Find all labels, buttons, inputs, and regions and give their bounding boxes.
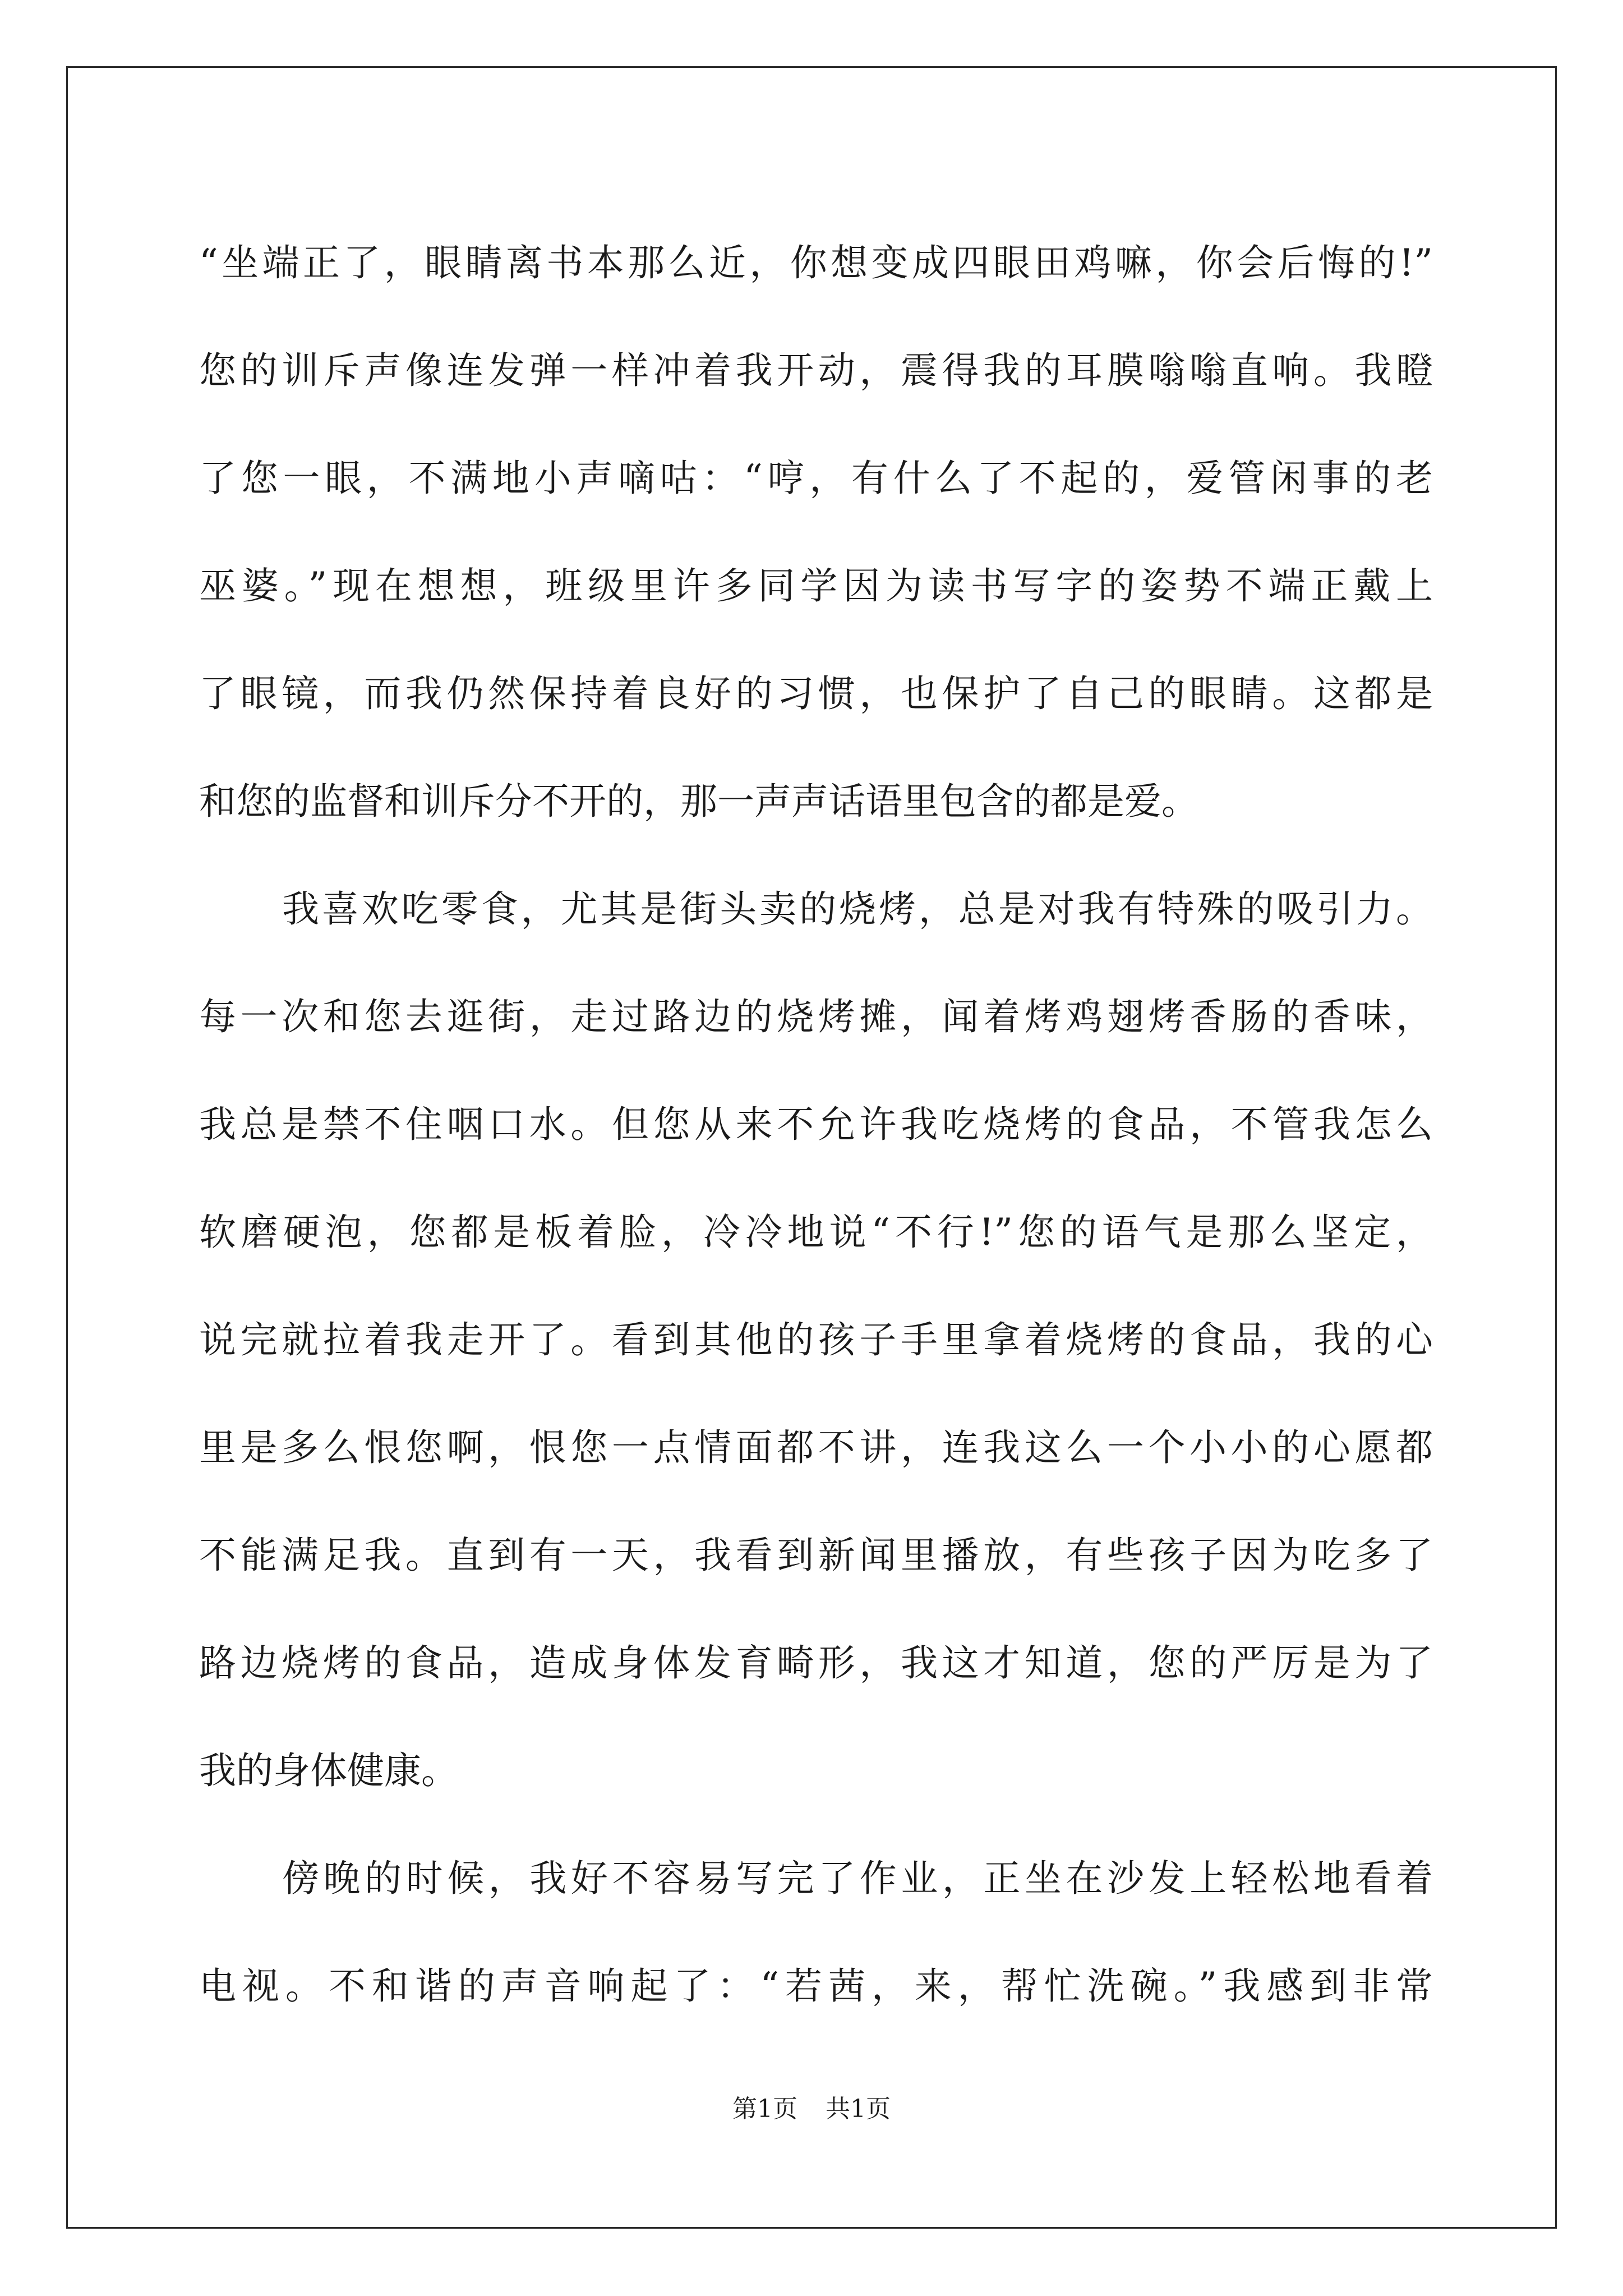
text-line: 了您一眼，不满地小声嘀咕：“哼，有什么了不起的，爱管闲事的老: [199, 457, 1433, 500]
text-line: 软磨硬泡，您都是板着脸，冷冷地说“不行!”您的语气是那么坚定，: [199, 1211, 1433, 1254]
text-line: 和您的监督和训斥分不开的，那一声声话语里包含的都是爱。: [199, 780, 1198, 823]
text-line: 我总是禁不住咽口水。但您从来不允许我吃烧烤的食品，不管我怎么: [199, 1103, 1433, 1146]
document-body: [199, 209, 1433, 2040]
text-line: 了眼镜，而我仍然保持着良好的习惯，也保护了自己的眼睛。这都是: [199, 672, 1433, 715]
text-line: “坐端正了，眼睛离书本那么近，你想变成四眼田鸡嘛，你会后悔的!”: [199, 241, 1433, 284]
page-total: 共1页: [826, 2095, 891, 2123]
text-line: 傍晚的时候，我好不容易写完了作业，正坐在沙发上轻松地看着: [282, 1857, 1433, 1900]
text-line: 电视。不和谐的声音响起了：“若茜，来，帮忙洗碗。”我感到非常: [199, 1964, 1433, 2008]
text-line: 每一次和您去逛街，走过路边的烧烤摊，闻着烤鸡翅烤香肠的香味，: [199, 995, 1433, 1038]
text-line: 里是多么恨您啊，恨您一点情面都不讲，连我这么一个小小的心愿都: [199, 1426, 1433, 1469]
text-line: 不能满足我。直到有一天，我看到新闻里播放，有些孩子因为吃多了: [199, 1534, 1433, 1577]
text-line: 说完就拉着我走开了。看到其他的孩子手里拿着烧烤的食品，我的心: [199, 1318, 1433, 1361]
text-line: 巫婆。”现在想想，班级里许多同学因为读书写字的姿势不端正戴上: [199, 564, 1433, 608]
text-line: 我的身体健康。: [199, 1749, 458, 1792]
text-line: 路边烧烤的食品，造成身体发育畸形，我这才知道，您的严厉是为了: [199, 1641, 1433, 1685]
page-footer: [0, 2092, 1623, 2126]
page-number: 第1页: [732, 2095, 797, 2123]
text-line: 我喜欢吃零食，尤其是街头卖的烧烤，总是对我有特殊的吸引力。: [282, 887, 1433, 931]
text-line: 您的训斥声像连发弹一样冲着我开动，震得我的耳膜嗡嗡直响。我瞪: [199, 349, 1433, 392]
